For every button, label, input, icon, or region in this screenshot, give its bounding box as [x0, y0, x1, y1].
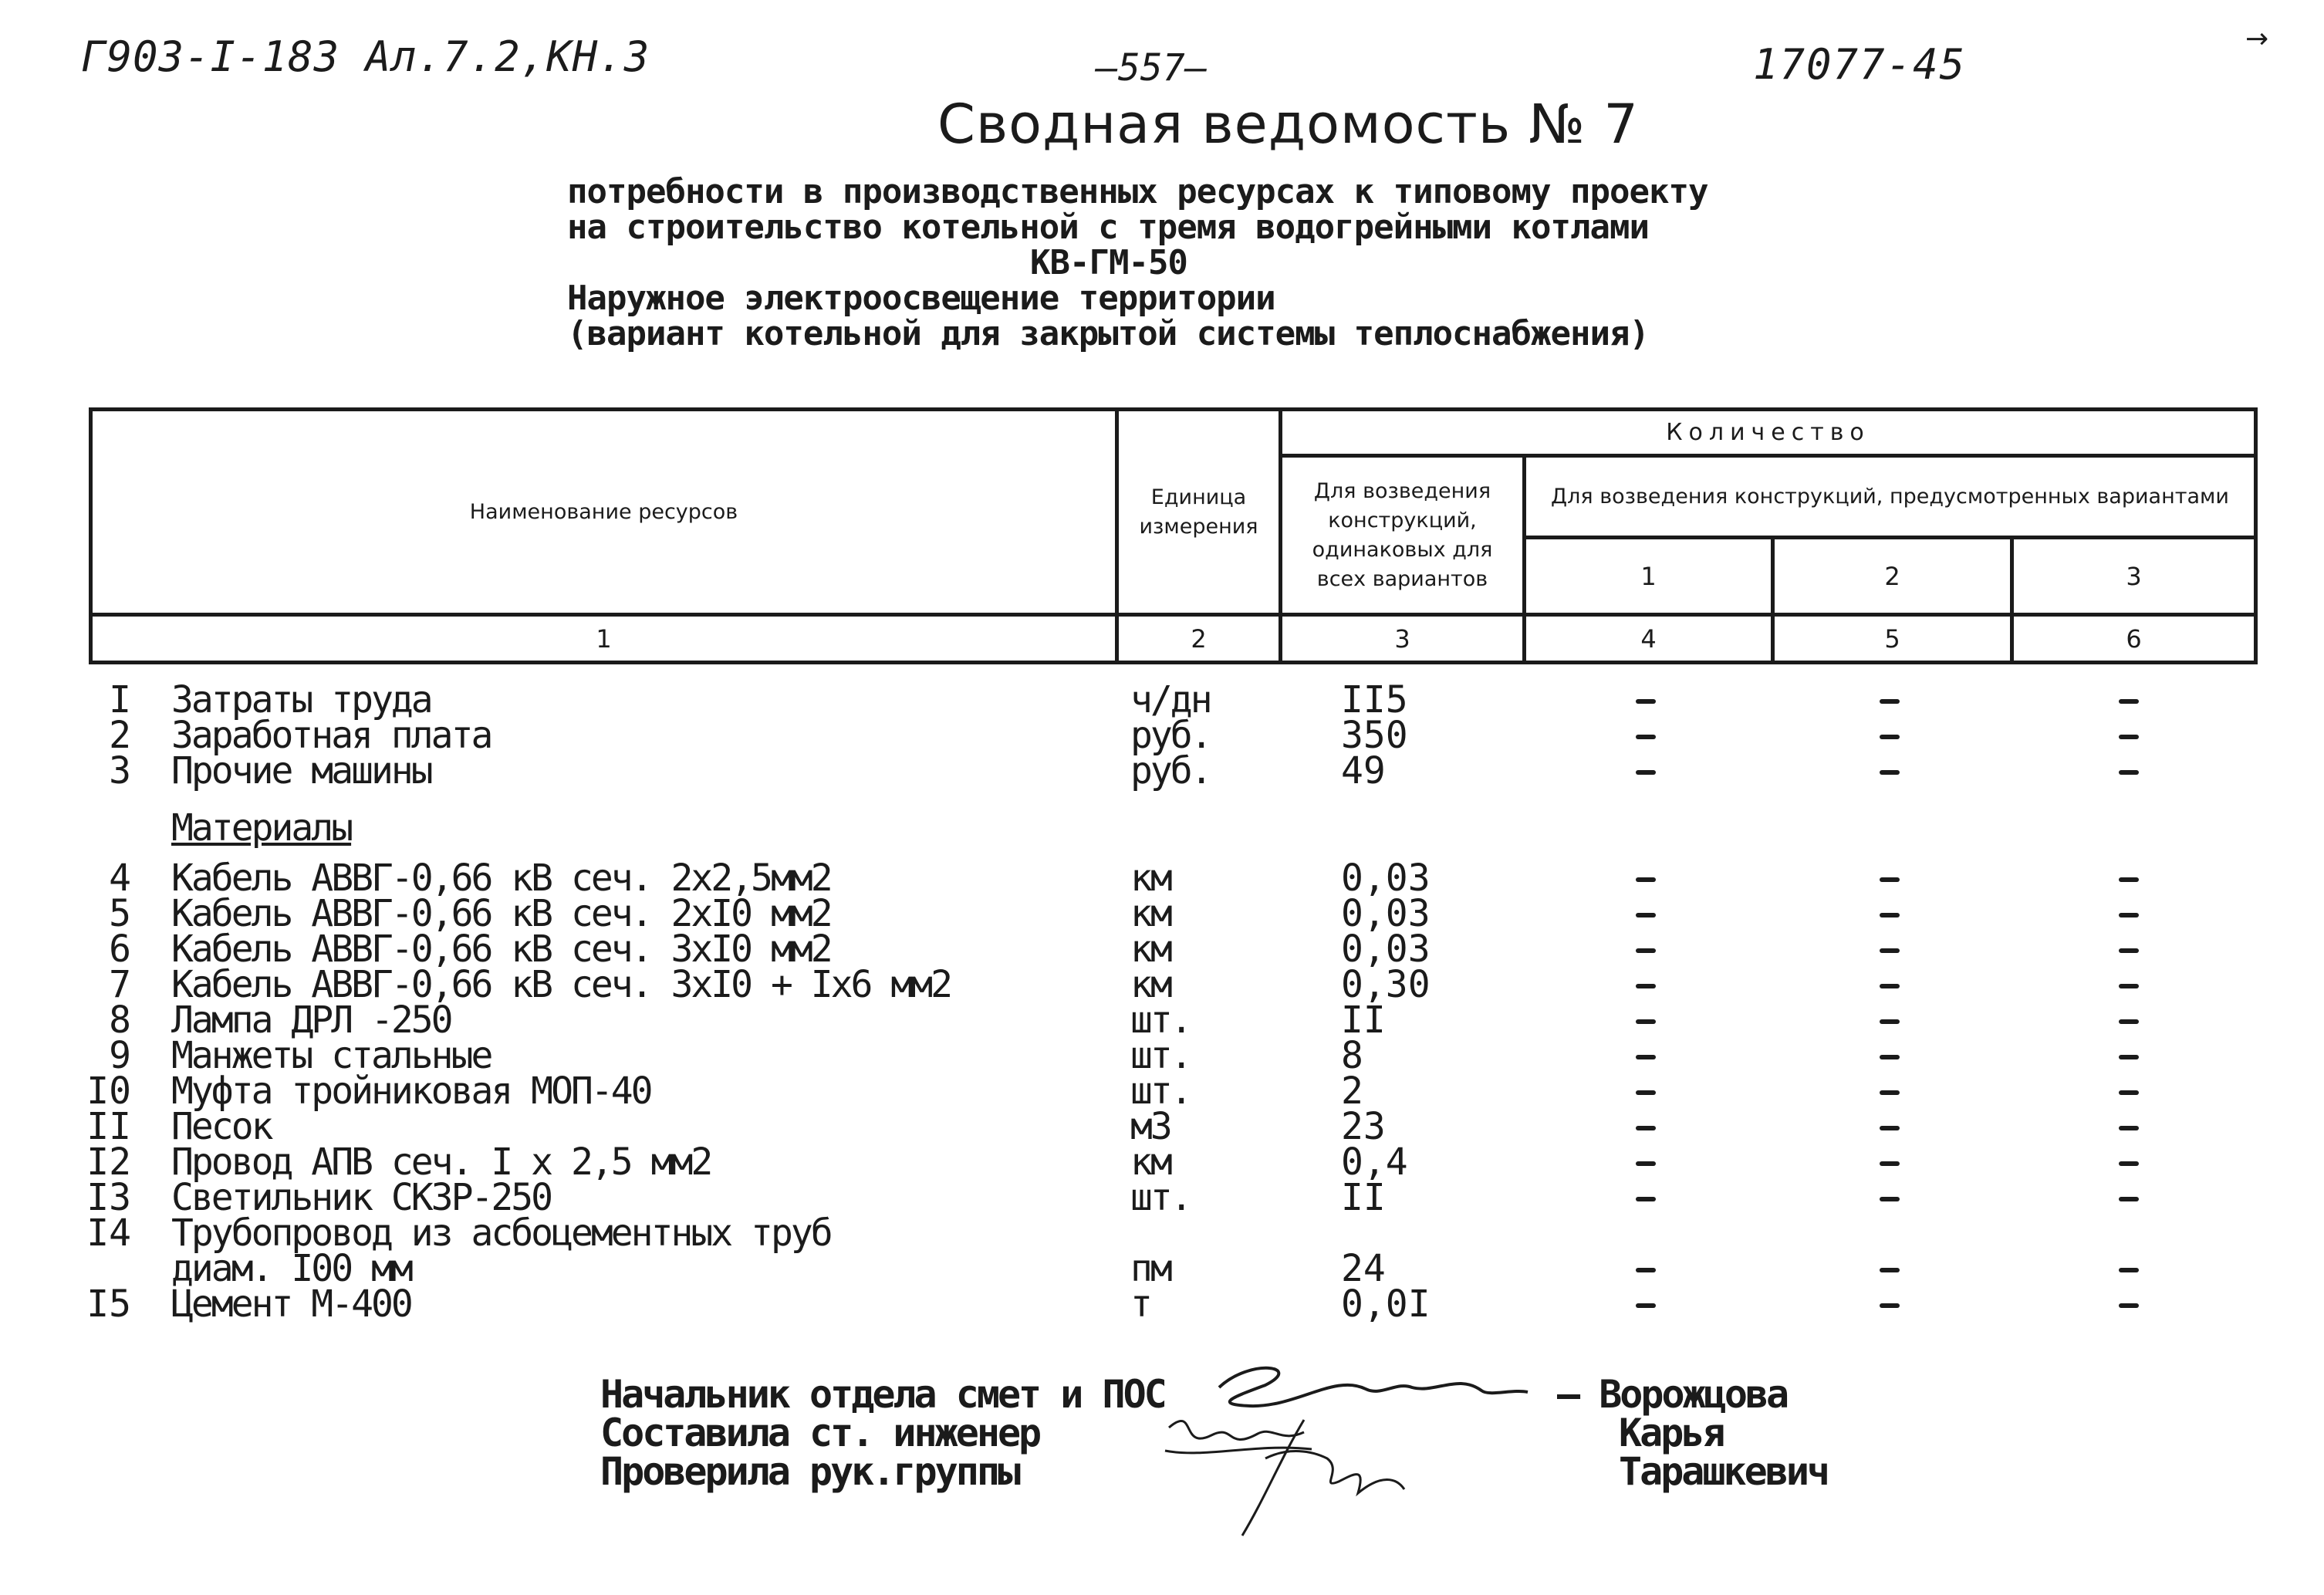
row-number: 5	[109, 892, 131, 935]
header-unit: Единица измерения	[1117, 410, 1281, 615]
page-number: —557—	[1096, 46, 1208, 90]
column-number: 6	[2012, 615, 2256, 663]
resource-table-header	[89, 407, 2258, 664]
section-heading: Материалы	[171, 806, 352, 850]
header-same-for-all: Для возведения конструкций, одинаковых для всех вариантов	[1281, 456, 1525, 615]
subtitle-line: потребности в производственных ресурсах к типовому проекту	[567, 172, 1708, 211]
subtitle-line: Наружное электроосвещение территории	[567, 279, 1275, 318]
empty-dash	[2119, 1126, 2139, 1130]
table-row	[0, 1070, 2324, 1113]
resource-quantity: 49	[1341, 749, 1386, 792]
empty-dash	[2119, 984, 2139, 988]
resource-quantity: 0,03	[1341, 892, 1431, 935]
resource-unit: шт.	[1130, 1070, 1191, 1113]
subtitle-line: на строительство котельной с тремя водогрейными котлами	[567, 208, 1649, 247]
empty-dash	[2119, 699, 2139, 704]
resource-unit: км	[1130, 892, 1170, 935]
resource-unit: км	[1130, 963, 1170, 1006]
empty-dash	[1636, 948, 1656, 953]
empty-dash	[2119, 948, 2139, 953]
resource-unit: км	[1130, 928, 1170, 971]
empty-dash	[2119, 1303, 2139, 1308]
table-row	[0, 678, 2324, 721]
table-row	[0, 1034, 2324, 1077]
row-number: 3	[109, 749, 131, 792]
table-row	[0, 1140, 2324, 1184]
row-number: 2	[109, 714, 131, 757]
resource-name: Затраты труда	[171, 678, 431, 721]
subtitle-line: КВ-ГМ-50	[1030, 243, 1187, 282]
resource-name: Прочие машины	[171, 749, 431, 792]
header-quantity: Количество	[1281, 410, 2256, 456]
header-resource-name: Наименование ресурсов	[91, 410, 1117, 615]
table-row	[0, 714, 2324, 757]
empty-dash	[1880, 984, 1900, 988]
table-row	[0, 1247, 2324, 1290]
document-code: Г903-I-183 Ал.7.2,КН.3	[81, 32, 650, 81]
empty-dash	[2119, 1019, 2139, 1024]
resource-name: Кабель АВВГ-0,66 кВ сеч. 3хI0 мм2	[171, 928, 831, 971]
resource-quantity: 2	[1341, 1070, 1363, 1113]
signature-name: — Ворожцова	[1557, 1372, 1788, 1417]
corner-mark: →	[2245, 23, 2269, 55]
empty-dash	[2119, 1268, 2139, 1272]
table-row	[0, 1176, 2324, 1219]
column-number: 4	[1525, 615, 1773, 663]
empty-dash	[1880, 1126, 1900, 1130]
empty-dash	[2119, 1161, 2139, 1166]
empty-dash	[2119, 877, 2139, 882]
resource-name: Трубопровод из асбоцементных труб	[171, 1211, 831, 1255]
resource-name: Кабель АВВГ-0,66 кВ сеч. 2х2,5мм2	[171, 857, 831, 900]
resource-quantity: 0,30	[1341, 963, 1431, 1006]
table-row	[0, 857, 2324, 900]
empty-dash	[1880, 1019, 1900, 1024]
row-number: I3	[86, 1176, 131, 1219]
column-number: 2	[1117, 615, 1281, 663]
empty-dash	[1880, 1055, 1900, 1059]
row-number: 8	[109, 999, 131, 1042]
table-row	[0, 1105, 2324, 1148]
resource-name: Светильник СКЗР-250	[171, 1176, 552, 1219]
row-number: I0	[86, 1070, 131, 1113]
resource-unit: руб.	[1130, 749, 1211, 792]
empty-dash	[1880, 1090, 1900, 1095]
empty-dash	[1880, 1161, 1900, 1166]
resource-unit: км	[1130, 1140, 1170, 1184]
signature-role: Составила ст. инженер	[600, 1411, 1040, 1455]
resource-quantity: II5	[1341, 678, 1408, 721]
document-subtitle	[567, 174, 1708, 352]
empty-dash	[1880, 948, 1900, 953]
row-number: I4	[86, 1211, 131, 1255]
empty-dash	[1636, 1126, 1656, 1130]
handwritten-signatures	[1150, 1343, 1551, 1543]
empty-dash	[1636, 1268, 1656, 1272]
row-number: 7	[109, 963, 131, 1006]
empty-dash	[1636, 984, 1656, 988]
empty-dash	[1880, 735, 1900, 739]
resource-name: Муфта тройниковая МОП-40	[171, 1070, 651, 1113]
header-variant-3: 3	[2012, 538, 2256, 615]
table-row	[0, 892, 2324, 935]
column-number: 3	[1281, 615, 1525, 663]
empty-dash	[2119, 1055, 2139, 1059]
empty-dash	[1880, 770, 1900, 775]
resource-quantity: 8	[1341, 1034, 1363, 1077]
resource-unit: шт.	[1130, 1176, 1191, 1219]
empty-dash	[1636, 699, 1656, 704]
empty-dash	[1636, 770, 1656, 775]
resource-quantity: 24	[1341, 1247, 1386, 1290]
empty-dash	[1880, 699, 1900, 704]
row-number: 6	[109, 928, 131, 971]
resource-unit: м3	[1130, 1105, 1170, 1148]
table-row	[0, 963, 2324, 1006]
column-number: 5	[1773, 615, 2012, 663]
table-row	[0, 999, 2324, 1042]
resource-unit: т	[1130, 1282, 1150, 1326]
resource-quantity: 0,03	[1341, 857, 1431, 900]
header-variant-1: 1	[1525, 538, 1773, 615]
empty-dash	[2119, 770, 2139, 775]
resource-unit: ч/дн	[1130, 678, 1211, 721]
row-number: 9	[109, 1034, 131, 1077]
resource-name: Цемент М-400	[171, 1282, 411, 1326]
subtitle-line: (вариант котельной для закрытой системы теплоснабжения)	[567, 314, 1649, 353]
table-row	[0, 928, 2324, 971]
signature-role: Начальник отдела смет и ПОС	[600, 1372, 1165, 1417]
empty-dash	[1636, 877, 1656, 882]
resource-name: Заработная плата	[171, 714, 491, 757]
empty-dash	[1636, 1055, 1656, 1059]
resource-name: Лампа ДРЛ -250	[171, 999, 451, 1042]
resource-unit: км	[1130, 857, 1170, 900]
row-number: I5	[86, 1282, 131, 1326]
row-number: I	[109, 678, 131, 721]
resource-quantity: 0,4	[1341, 1140, 1408, 1184]
signature-name: Тарашкевич	[1619, 1449, 1829, 1494]
resource-quantity: 0,0I	[1341, 1282, 1431, 1326]
resource-quantity: 23	[1341, 1105, 1386, 1148]
resource-name: Манжеты стальные	[171, 1034, 491, 1077]
empty-dash	[2119, 913, 2139, 917]
signature-role: Проверила рук.группы	[600, 1449, 1019, 1494]
header-variant-2: 2	[1773, 538, 2012, 615]
table-row	[0, 1211, 2324, 1255]
column-number: 1	[91, 615, 1117, 663]
empty-dash	[1880, 1197, 1900, 1201]
empty-dash	[1636, 1197, 1656, 1201]
empty-dash	[2119, 1197, 2139, 1201]
signature-name: Карья	[1619, 1411, 1724, 1455]
resource-quantity: II	[1341, 1176, 1386, 1219]
table-row	[0, 749, 2324, 792]
empty-dash	[1880, 913, 1900, 917]
resource-quantity: 0,03	[1341, 928, 1431, 971]
empty-dash	[1636, 735, 1656, 739]
resource-name: диам. I00 мм	[171, 1247, 411, 1290]
empty-dash	[1880, 877, 1900, 882]
empty-dash	[1636, 1090, 1656, 1095]
empty-dash	[2119, 1090, 2139, 1095]
resource-unit: пм	[1130, 1247, 1170, 1290]
page-title: Сводная ведомость № 7	[937, 93, 1639, 156]
resource-name: Кабель АВВГ-0,66 кВ сеч. 2хI0 мм2	[171, 892, 831, 935]
empty-dash	[1880, 1268, 1900, 1272]
empty-dash	[1636, 1303, 1656, 1308]
empty-dash	[1636, 913, 1656, 917]
empty-dash	[1636, 1019, 1656, 1024]
row-number: I2	[86, 1140, 131, 1184]
resource-name: Песок	[171, 1105, 272, 1148]
resource-quantity: II	[1341, 999, 1386, 1042]
empty-dash	[1636, 1161, 1656, 1166]
row-number: 4	[109, 857, 131, 900]
resource-quantity: 350	[1341, 714, 1408, 757]
header-variants: Для возведения конструкций, предусмотренных вариантами	[1525, 456, 2256, 538]
resource-unit: шт.	[1130, 1034, 1191, 1077]
document-number: 17077-45	[1753, 40, 1967, 89]
table-row	[0, 1282, 2324, 1326]
resource-name: Кабель АВВГ-0,66 кВ сеч. 3хI0 + Iх6 мм2	[171, 963, 951, 1006]
resource-unit: шт.	[1130, 999, 1191, 1042]
row-number: II	[86, 1105, 131, 1148]
resource-unit: руб.	[1130, 714, 1211, 757]
resource-name: Провод АПВ сеч. I х 2,5 мм2	[171, 1140, 711, 1184]
empty-dash	[2119, 735, 2139, 739]
empty-dash	[1880, 1303, 1900, 1308]
